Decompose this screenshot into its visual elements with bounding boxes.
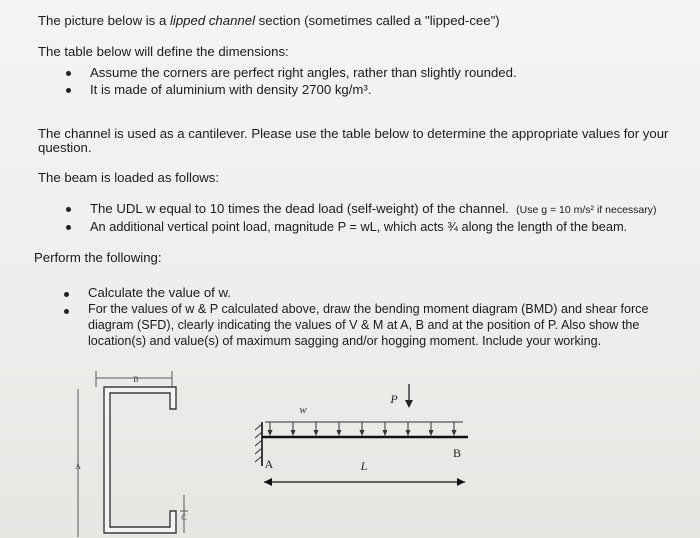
label-c: C bbox=[181, 513, 187, 522]
label-b: B bbox=[452, 446, 462, 460]
cantilever-line-1: The channel is used as a cantilever. Please use the table below to determine the appropriate values for your bbox=[38, 126, 669, 141]
label-a: A bbox=[264, 457, 274, 471]
intro-text-end: section (sometimes called a "lipped-cee") bbox=[255, 13, 500, 28]
tasks-heading: Perform the following: bbox=[34, 250, 162, 265]
corners-bullet: Assume the corners are perfect right angles, rather than slightly rounded. bbox=[90, 65, 517, 80]
intro-text: The picture below is a bbox=[38, 13, 170, 28]
task-diagram-line-1: For the values of w & P calculated above, draw the bending moment diagram (BMD) and shear force bbox=[88, 302, 649, 316]
udl-bullet bbox=[90, 201, 657, 218]
bullet-dot bbox=[66, 71, 71, 76]
udl-note: (Use g = 10 m/s² if necessary) bbox=[516, 204, 657, 216]
label-b: B bbox=[133, 375, 139, 384]
lipped-channel-section-figure bbox=[70, 365, 200, 538]
length-arrowhead-left bbox=[264, 478, 272, 486]
loading-heading: The beam is loaded as follows: bbox=[38, 170, 220, 185]
label-w: w bbox=[299, 404, 307, 416]
bullet-dot bbox=[64, 292, 69, 297]
udl-text: The UDL w equal to 10 times the dead load (self-weight) of the channel. bbox=[90, 201, 509, 216]
point-load-arrowhead bbox=[405, 400, 413, 408]
length-arrowhead-right bbox=[457, 478, 465, 486]
dimensions-line: The table below will define the dimensions: bbox=[38, 44, 289, 59]
label-a: A bbox=[75, 462, 81, 471]
bullet-dot bbox=[64, 309, 69, 314]
task-diagram-line-3: location(s) and value(s) of maximum sagging and/or hogging moment. Include your working. bbox=[88, 334, 602, 348]
label-p: P bbox=[390, 392, 398, 406]
bullet-dot bbox=[66, 207, 71, 212]
point-load-bullet: An additional vertical point load, magnitude P = wL, which acts ¾ along the length of the beam. bbox=[90, 219, 628, 234]
channel-outline bbox=[104, 387, 176, 533]
label-l: L bbox=[360, 459, 368, 473]
task-diagram-line-2: diagram (SFD), clearly indicating the values of V & M at A, B and at the position of P. Also show the bbox=[88, 318, 640, 332]
density-bullet: It is made of aluminium with density 2700 kg/m³. bbox=[90, 82, 372, 97]
intro-line-1 bbox=[38, 13, 500, 29]
bullet-dot bbox=[66, 225, 71, 230]
support-hatching bbox=[255, 424, 262, 462]
bullet-dot bbox=[66, 88, 71, 93]
udl-arrows bbox=[265, 422, 463, 436]
intro-italic-term: lipped channel bbox=[169, 13, 256, 28]
task-calc-w: Calculate the value of w. bbox=[88, 285, 231, 300]
cantilever-beam-figure bbox=[248, 378, 478, 493]
cantilever-line-2: question. bbox=[38, 140, 92, 155]
